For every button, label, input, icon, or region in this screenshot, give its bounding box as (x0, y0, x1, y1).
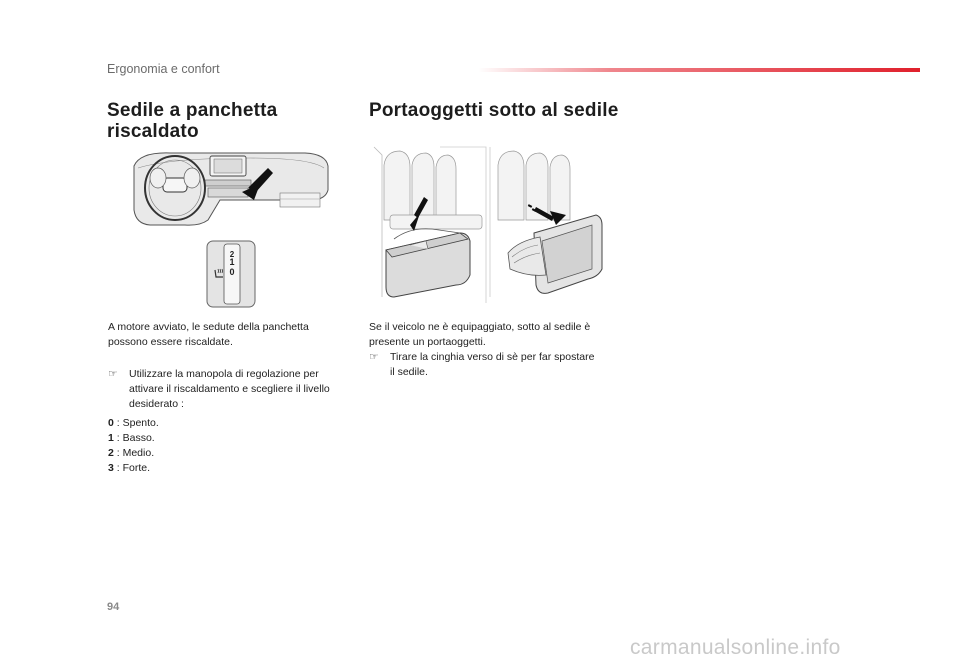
heading-heated-bench: Sedile a panchetta riscaldato (107, 100, 278, 142)
page-number: 94 (107, 601, 120, 613)
header-accent-bar (478, 68, 920, 72)
knob-level-0: 0 (229, 267, 235, 277)
seat-storage-illustration-closed (370, 145, 490, 305)
watermark: carmanualsonline.info (630, 636, 841, 659)
section-title: Ergonomia e confort (107, 62, 220, 76)
heat-levels-list (108, 416, 308, 476)
heading-under-seat-storage: Portaoggetti sotto al sedile (369, 100, 619, 121)
knob-level-1: 1 (229, 257, 235, 267)
heat-level-0: 0 : Spento. (108, 417, 159, 429)
under-seat-storage-instruction-text: Tirare la cinghia verso di sè per far spostare il sedile. (390, 351, 595, 378)
heated-bench-instruction (108, 367, 353, 412)
heat-level-2: 2 : Medio. (108, 447, 155, 459)
pointing-finger-icon: ☞ (369, 351, 379, 363)
seat-storage-illustration-open (488, 145, 608, 305)
dashboard-illustration (130, 148, 332, 228)
heated-bench-intro: A motore avviato, le sedute della panchetta possono essere riscaldate. (108, 321, 309, 348)
heat-level-1: 1 : Basso. (108, 432, 155, 444)
heat-level-3: 3 : Forte. (108, 462, 151, 474)
under-seat-storage-intro: Se il veicolo ne è equipaggiato, sotto al sedile è presente un portaoggetti. (369, 321, 591, 348)
heat-control-panel (206, 240, 256, 308)
under-seat-storage-instruction (369, 350, 599, 380)
heated-bench-instruction-text: Utilizzare la manopola di regolazione per attivare il riscaldamento e scegliere il livello desiderato : (129, 368, 330, 410)
pointing-finger-icon: ☞ (108, 368, 118, 380)
knob-level-2: 2 (229, 250, 235, 259)
